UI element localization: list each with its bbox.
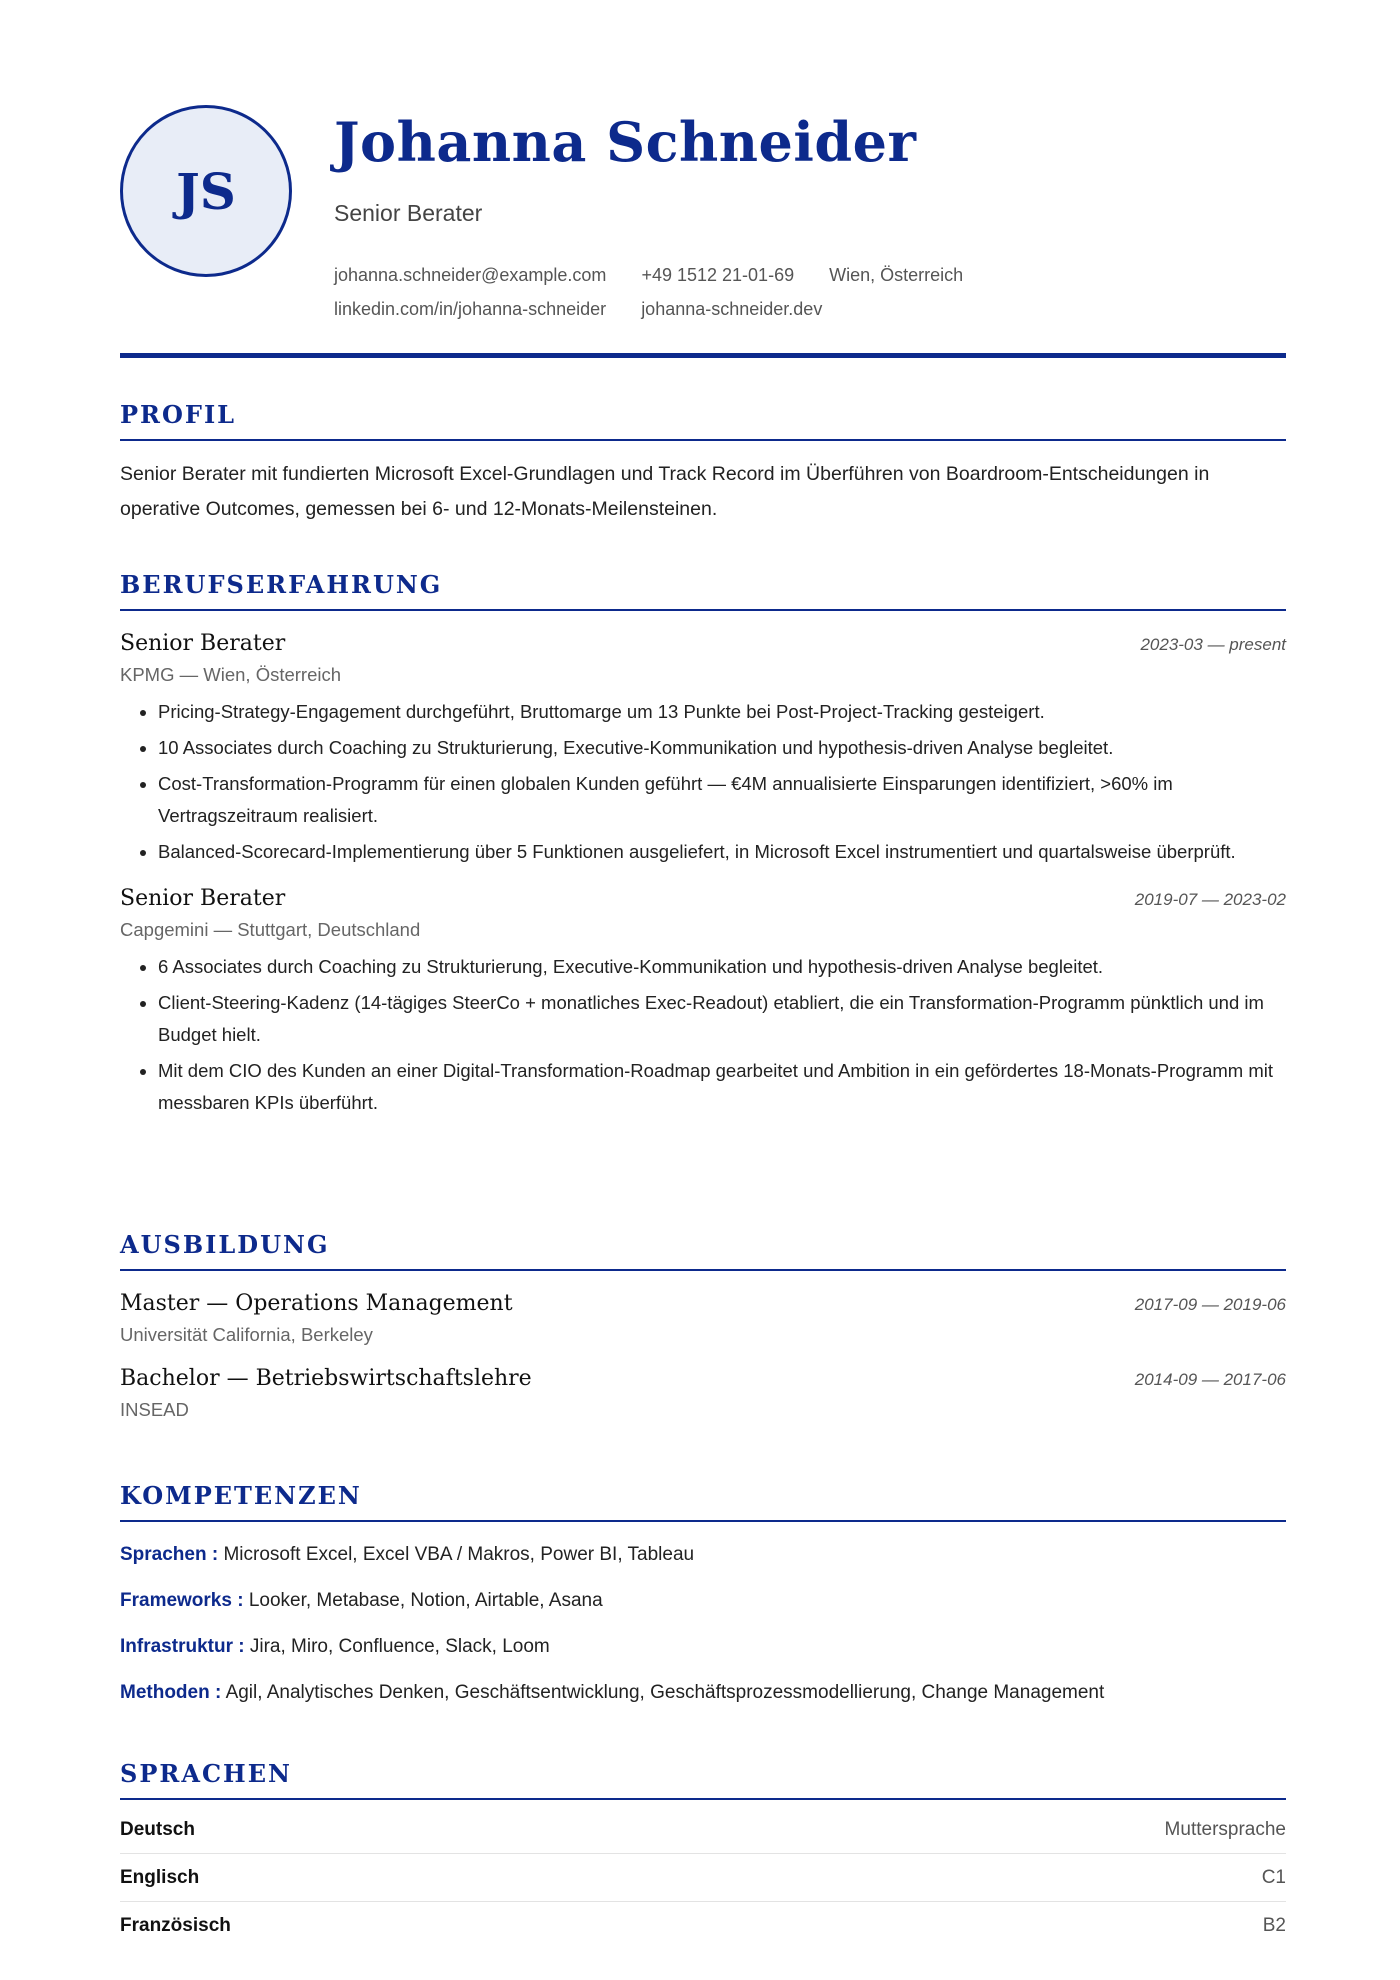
contact-info (334, 258, 1234, 326)
education-entry (120, 1366, 1286, 1421)
profile-section (120, 400, 1286, 527)
phone-number[interactable]: +49 1512 21-01-69 (641, 265, 795, 285)
education-section (120, 1230, 1286, 1421)
section-title: SPRACHEN (120, 1759, 1286, 1800)
job-dates: 2019-07 — 2023-02 (1134, 890, 1286, 909)
skill-value: Agil, Analytisches Denken, Geschäftsentwicklung, Geschäftsprozessmodellierung, Change Management (225, 1682, 1105, 1703)
experience-entry (120, 631, 1286, 868)
skill-value: Jira, Miro, Confluence, Slack, Loom (249, 1636, 550, 1657)
skill-label: Sprachen : (120, 1544, 219, 1565)
language-level: C1 (1261, 1866, 1286, 1888)
education-dates: 2014-09 — 2017-06 (1134, 1370, 1286, 1389)
education-dates: 2017-09 — 2019-06 (1134, 1295, 1286, 1314)
skill-label: Frameworks : (120, 1590, 244, 1611)
language-name: Englisch (120, 1866, 200, 1888)
candidate-name: Johanna Schneider (334, 110, 917, 174)
skills-section (120, 1481, 1286, 1704)
language-level: B2 (1262, 1914, 1286, 1936)
profile-text: Senior Berater mit fundierten Microsoft Excel-Grundlagen und Track Record im Überführen von Boardroom-Entscheidungen in operative Outcomes, gemessen bei 6- und 12-Monats-Meilensteinen. (120, 463, 1210, 520)
achievement-item: • Cost-Transformation-Programm für einen globalen Kunden geführt — €4M annualisierte Einsparungen identifiziert, >60% im Vertragszeitraum realisiert. (158, 768, 1286, 832)
skill-row (120, 1636, 1286, 1658)
language-row (120, 1902, 1286, 1949)
language-name: Deutsch (120, 1818, 195, 1840)
achievement-item: • Balanced-Scorecard-Implementierung über 5 Funktionen ausgeliefert, in Microsoft Excel instrumentiert und quartalsweise überprüft. (158, 836, 1286, 868)
skill-row (120, 1682, 1286, 1704)
section-title: PROFIL (120, 400, 1286, 441)
experience-entry (120, 886, 1286, 1119)
skill-value: Looker, Metabase, Notion, Airtable, Asana (248, 1590, 603, 1611)
achievement-list (120, 696, 1286, 868)
language-row (120, 1806, 1286, 1854)
section-title: BERUFSERFAHRUNG (120, 570, 1286, 611)
language-row (120, 1854, 1286, 1902)
language-list (120, 1806, 1286, 1949)
section-title: KOMPETENZEN (120, 1481, 1286, 1522)
school-name: Universität California, Berkeley (120, 1324, 373, 1345)
resume-header (120, 105, 1286, 355)
achievement-list (120, 951, 1286, 1119)
avatar: JS (120, 105, 292, 277)
skill-row (120, 1544, 1286, 1566)
achievement-item: • Mit dem CIO des Kunden an einer Digital-Transformation-Roadmap gearbeitet und Ambition in ein gefördertes 18-Monats-Programm mit messbaren KPIs überführt. (158, 1055, 1286, 1119)
linkedin-link[interactable]: linkedin.com/in/johanna-schneider (334, 299, 607, 319)
headline: Senior Berater (334, 200, 483, 226)
education-entry (120, 1291, 1286, 1346)
school-name: INSEAD (120, 1399, 189, 1420)
contact-row-1 (334, 258, 1234, 292)
skill-label: Infrastruktur : (120, 1636, 245, 1657)
company-location: Capgemini — Stuttgart, Deutschland (120, 919, 421, 940)
languages-section (120, 1759, 1286, 1949)
skill-value: Microsoft Excel, Excel VBA / Makros, Power BI, Tableau (223, 1544, 695, 1565)
job-dates: 2023-03 — present (1140, 635, 1286, 654)
achievement-item: • Pricing-Strategy-Engagement durchgeführt, Bruttomarge um 13 Punkte bei Post-Project-Tracking gesteigert. (158, 696, 1286, 728)
section-title: AUSBILDUNG (120, 1230, 1286, 1271)
company-location: KPMG — Wien, Österreich (120, 664, 342, 685)
job-title: Senior Berater (120, 886, 286, 911)
contact-row-2 (334, 292, 1234, 326)
email-link[interactable]: johanna.schneider@example.com (334, 265, 607, 285)
skill-row (120, 1590, 1286, 1612)
header-divider (120, 353, 1286, 358)
degree-title: Master — Operations Management (120, 1291, 513, 1316)
skill-label: Methoden : (120, 1682, 222, 1703)
job-title: Senior Berater (120, 631, 286, 656)
achievement-item: • 10 Associates durch Coaching zu Strukturierung, Executive-Kommunikation und hypothesis-driven Analyse begleitet. (158, 732, 1286, 764)
location-text: Wien, Österreich (829, 265, 964, 285)
language-level: Muttersprache (1164, 1818, 1286, 1840)
degree-title: Bachelor — Betriebswirtschaftslehre (120, 1366, 532, 1391)
achievement-item: • 6 Associates durch Coaching zu Strukturierung, Executive-Kommunikation und hypothesis-driven Analyse begleitet. (158, 951, 1286, 983)
experience-section (120, 570, 1286, 1123)
website-link[interactable]: johanna-schneider.dev (641, 299, 823, 319)
achievement-item: • Client-Steering-Kadenz (14-tägiges SteerCo + monatliches Exec-Readout) etabliert, die ein Transformation-Programm pünktlich und im Budget hielt. (158, 987, 1286, 1051)
language-name: Französisch (120, 1914, 231, 1936)
